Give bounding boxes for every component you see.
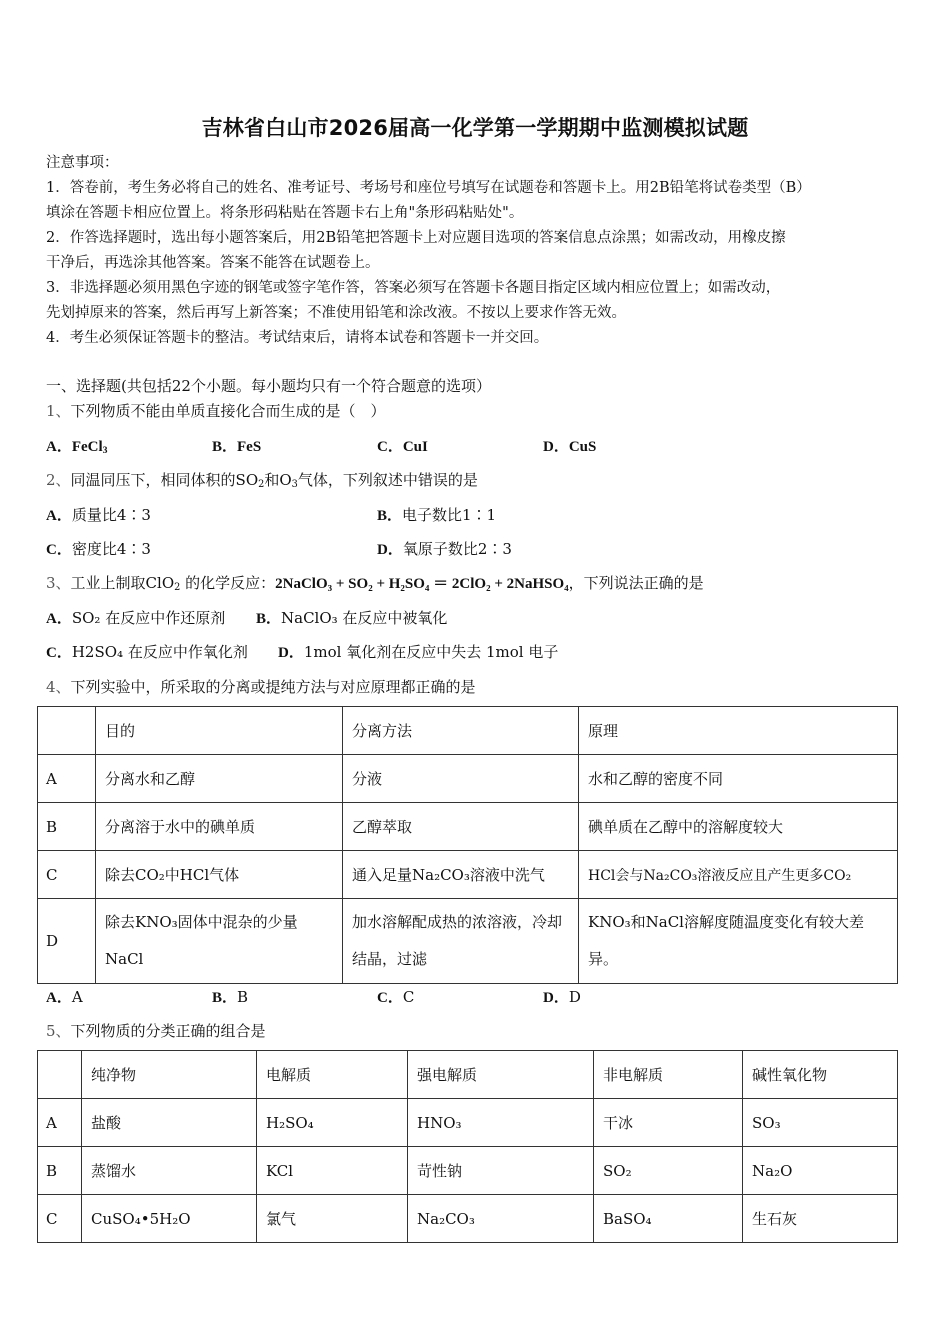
table-row: C 除去CO₂中HCl气体 通入足量Na₂CO₃溶液中洗气 HCl会与Na₂CO₃溶液反应且产生更多CO₂ [38, 851, 898, 899]
table-header-row [38, 1051, 898, 1099]
table-header-cell: 强电解质 [408, 1051, 594, 1099]
question-stem [46, 400, 386, 421]
option-a[interactable]: A．A [46, 988, 83, 1006]
section-heading: 一、选择题(共包括22个小题。每小题均只有一个符合题意的选项） [46, 377, 491, 395]
chemical-equation: 2NaClO₃ + SO₂ + H₂SO₄ ＝ 2ClO₂ + 2NaHSO₄ [275, 576, 569, 592]
separation-methods-table [37, 706, 898, 984]
option-b[interactable]: B．NaClO₃ 在反应中被氧化 [256, 609, 448, 627]
notice-heading: 注意事项： [46, 155, 119, 171]
question-stem: 3、工业上制取ClO$_2$ 的化学反应：2NaClO₃ + SO₂ + H₂SO₄ ＝ 2ClO₂ + 2NaHSO₄，下列说法正确的是 [46, 574, 704, 593]
table-row: A 盐酸 H₂SO₄ HNO₃ 干冰 SO₃ [38, 1099, 898, 1147]
notice-line: 干净后，再选涂其他答案。答案不能答在试题卷上。 [46, 255, 380, 271]
table-header-cell: 原理 [579, 707, 898, 755]
option-a[interactable]: A．质量比4∶3 [46, 506, 151, 524]
option-b[interactable]: B．FeS [212, 439, 262, 455]
table-header-cell: 目的 [96, 707, 343, 755]
option-c[interactable]: C．CuI [377, 439, 428, 455]
table-header-cell: 碱性氧化物 [743, 1051, 898, 1099]
table-row: D 除去KNO₃固体中混杂的少量NaCl 加水溶解配成热的浓溶液，冷却结晶，过滤 KNO₃和NaCl溶解度随温度变化有较大差异。 [38, 899, 898, 984]
table-row: A 分离水和乙醇 分液 水和乙醇的密度不同 [38, 755, 898, 803]
question-number: 5、 [46, 1022, 71, 1040]
option-d[interactable]: D．氧原子数比2∶3 [377, 540, 512, 558]
table-row: C CuSO₄•5H₂O 氯气 Na₂CO₃ BaSO₄ 生石灰 [38, 1195, 898, 1243]
option-b[interactable]: B．电子数比1∶1 [377, 506, 497, 524]
option-c[interactable]: C．C [377, 988, 415, 1006]
question-stem: 5、下列物质的分类正确的组合是 [46, 1022, 266, 1040]
table-row: B 蒸馏水 KCl 苛性钠 SO₂ Na₂O [38, 1147, 898, 1195]
option-a[interactable]: A．SO₂ 在反应中作还原剂 [46, 609, 226, 627]
table-header-cell: 非电解质 [594, 1051, 743, 1099]
question-text: 下列物质不能由单质直接化合而生成的是（ ） [70, 402, 386, 420]
notice-line: 3．非选择题必须用黑色字迹的钢笔或签字笔作答，答案必须写在答题卡各题目指定区域内相应位置上；如需改动， [46, 280, 781, 296]
option-d[interactable]: D．CuS [543, 439, 597, 455]
table-row: B 分离溶于水中的碘单质 乙醇萃取 碘单质在乙醇中的溶解度较大 [38, 803, 898, 851]
table-header-cell [38, 707, 96, 755]
table-header-row [38, 707, 898, 755]
option-d[interactable]: D．D [543, 988, 581, 1006]
option-c[interactable]: C．H2SO₄ 在反应中作氧化剂 [46, 643, 248, 661]
notice-line: 2．作答选择题时，选出每小题答案后，用2B铅笔把答题卡上对应题目选项的答案信息点涂黑；如需改动，用橡皮擦 [46, 230, 786, 246]
table-header-cell: 纯净物 [82, 1051, 257, 1099]
table-header-cell: 分离方法 [343, 707, 579, 755]
question-number: 3、 [46, 574, 71, 592]
question-stem: 4、下列实验中，所采取的分离或提纯方法与对应原理都正确的是 [46, 678, 476, 696]
classification-table [37, 1050, 898, 1243]
notice-line: 填涂在答题卡相应位置上。将条形码粘贴在答题卡右上角"条形码粘贴处"。 [46, 205, 524, 221]
table-header-cell: 电解质 [257, 1051, 408, 1099]
notice-line: 先划掉原来的答案，然后再写上新答案；不准使用铅笔和涂改液。不按以上要求作答无效。 [46, 305, 626, 321]
notice-line: 4．考生必须保证答题卡的整洁。考试结束后，请将本试卷和答题卡一并交回。 [46, 330, 549, 346]
notice-line: 1．答卷前，考生务必将自己的姓名、准考证号、考场号和座位号填写在试题卷和答题卡上。用2B铅笔将试卷类型（B） [46, 180, 811, 196]
question-number: 2、 [46, 471, 71, 489]
page-title: 吉林省白山市2026届高一化学第一学期期中监测模拟试题 [201, 116, 749, 140]
question-number: 1、 [46, 402, 71, 420]
question-stem: 2、同温同压下，相同体积的$SO_2$和$O_3$气体，下列叙述中错误的是 [46, 471, 478, 490]
option-b[interactable]: B．B [212, 988, 249, 1006]
option-c[interactable]: C．密度比4∶3 [46, 540, 151, 558]
option-a[interactable]: A．FeCl$_3$ [46, 439, 108, 456]
option-d[interactable]: D．1mol 氧化剂在反应中失去 1mol 电子 [278, 643, 559, 661]
question-number: 4、 [46, 678, 71, 696]
